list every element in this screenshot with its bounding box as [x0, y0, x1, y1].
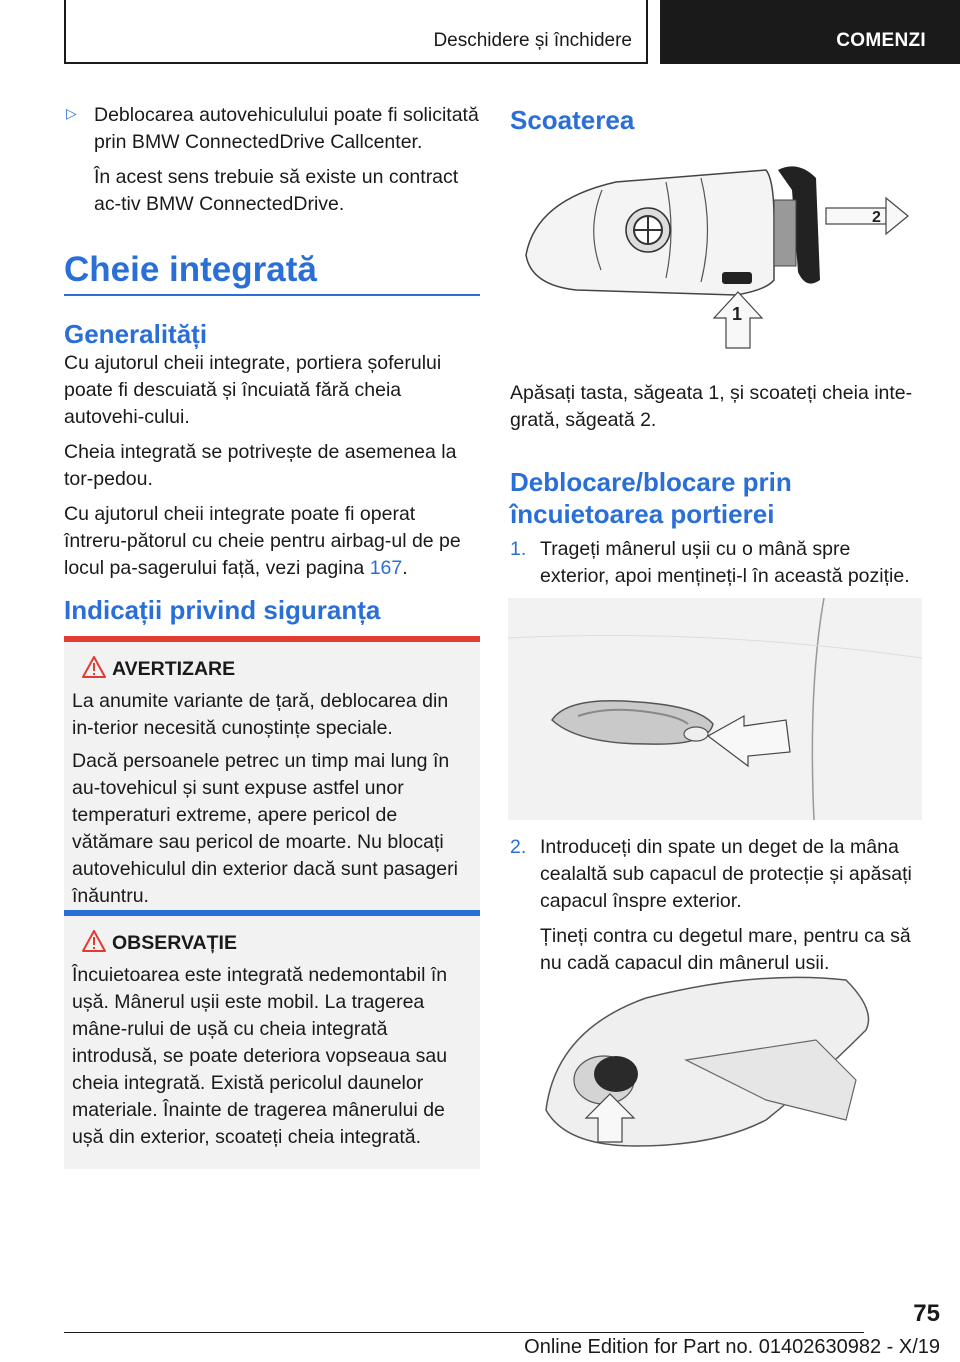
warning-triangle-icon — [82, 656, 106, 678]
step-1-text: Trageți mânerul ușii cu o mână spre exterior, apoi mențineți-l în această poziție. — [540, 538, 910, 587]
page-number: 75 — [913, 1300, 940, 1327]
warning-paragraph-1: La anumite variante de țară, deblocarea din in-terior necesită cunoștințe speciale. — [72, 690, 449, 739]
notice-bar — [64, 910, 480, 916]
step-2-text-1: Introduceți din spate un deget de la mâna cealaltă sub capacul de protecție și apăsați capacul înspre exterior. — [540, 836, 912, 912]
general-paragraph-3-text: Cu ajutorul cheii integrate poate fi operat întreru-pătorul cu cheie pentru airbag-ul de pe locul pa-sagerului față, vezi pagina — [64, 503, 461, 579]
warning-paragraph-2: Dacă persoanele petrec un timp mai lung în au-tovehicul și sunt expuse astfel unor temperaturi extreme, apere pericol de vătămare sau pericol de moarte. Nu blocați autovehiculul din exterior dacă sunt pasageri înăuntru. — [72, 750, 458, 907]
safety-heading: Indicații privind siguranța — [64, 595, 381, 625]
header-chapter-tab — [660, 0, 960, 64]
lock-cover-illustration — [516, 970, 916, 1166]
general-heading: Generalități — [64, 319, 208, 349]
removal-heading: Scoaterea — [510, 105, 635, 135]
header-chapter-title: COMENZI — [836, 30, 926, 51]
lock-heading-line-2: încuietoarea portierei — [510, 499, 775, 529]
notice-paragraph-1: Încuietoarea este integrată nedemontabil în ușă. Mânerul ușii este mobil. La tragerea mâne-rului de ușă cu cheia integrată introdusă, se poate deteriora vopseaua sau cheia integrată. Există pericolul daunelor materiale. Înainte de tragerea mânerului de ușă din exterior, scoateți cheia integrată. — [72, 964, 448, 1148]
header-section-tab — [64, 0, 648, 64]
bullet-triangle-icon: ▷ — [66, 105, 77, 121]
figure-label-2: 2 — [872, 209, 881, 226]
notice-triangle-icon — [82, 930, 106, 952]
warning-title: AVERTIZARE — [112, 658, 236, 680]
step-2 — [510, 834, 924, 977]
general-section — [64, 318, 480, 582]
step-2-number: 2. — [510, 836, 527, 858]
step-1-number: 1. — [510, 538, 527, 560]
key-removal-illustration — [516, 160, 916, 360]
bullet-paragraph-2: În acest sens trebuie să existe un contract ac-tiv BMW ConnectedDrive. — [94, 166, 459, 215]
general-paragraph-2: Cheia integrată se potrivește de asemenea la tor-pedou. — [64, 441, 457, 490]
warning-title-row — [72, 656, 472, 682]
figure-label-1: 1 — [732, 304, 743, 324]
step-1 — [510, 536, 924, 590]
warning-bar — [64, 636, 480, 642]
section-title: Cheie integrată — [64, 250, 480, 296]
page-link-167[interactable]: 167 — [369, 557, 403, 579]
header-section-title: Deschidere și închidere — [433, 30, 632, 51]
door-handle-illustration — [508, 598, 922, 820]
general-paragraph-3-end: . — [402, 557, 408, 579]
general-paragraph-3 — [64, 501, 480, 582]
footer-rule — [64, 1332, 864, 1333]
bullet-paragraph-1: Deblocarea autovehiculului poate fi solicitată prin BMW ConnectedDrive Callcenter. — [94, 104, 479, 153]
warning-box — [64, 636, 480, 928]
notice-title-row — [72, 930, 472, 956]
notice-title: OBSERVAȚIE — [112, 932, 237, 954]
step-2-text-2: Țineți contra cu degetul mare, pentru ca să nu cadă capacul din mânerul ușii. — [540, 925, 911, 974]
edition-note: Online Edition for Part no. 01402630982 - X/19 — [524, 1336, 940, 1358]
general-paragraph-1: Cu ajutorul cheii integrate, portiera șoferului poate fi descuiată și încuiată fără cheia autovehi-cului. — [64, 352, 442, 428]
lock-heading-line-1: Deblocare/blocare prin — [510, 467, 792, 497]
removal-text: Apăsați tasta, săgeata 1, și scoateți cheia inte-grată, săgeată 2. — [510, 382, 913, 431]
bullet-item — [64, 102, 480, 218]
notice-box — [64, 910, 480, 1169]
lock-heading — [510, 466, 924, 530]
